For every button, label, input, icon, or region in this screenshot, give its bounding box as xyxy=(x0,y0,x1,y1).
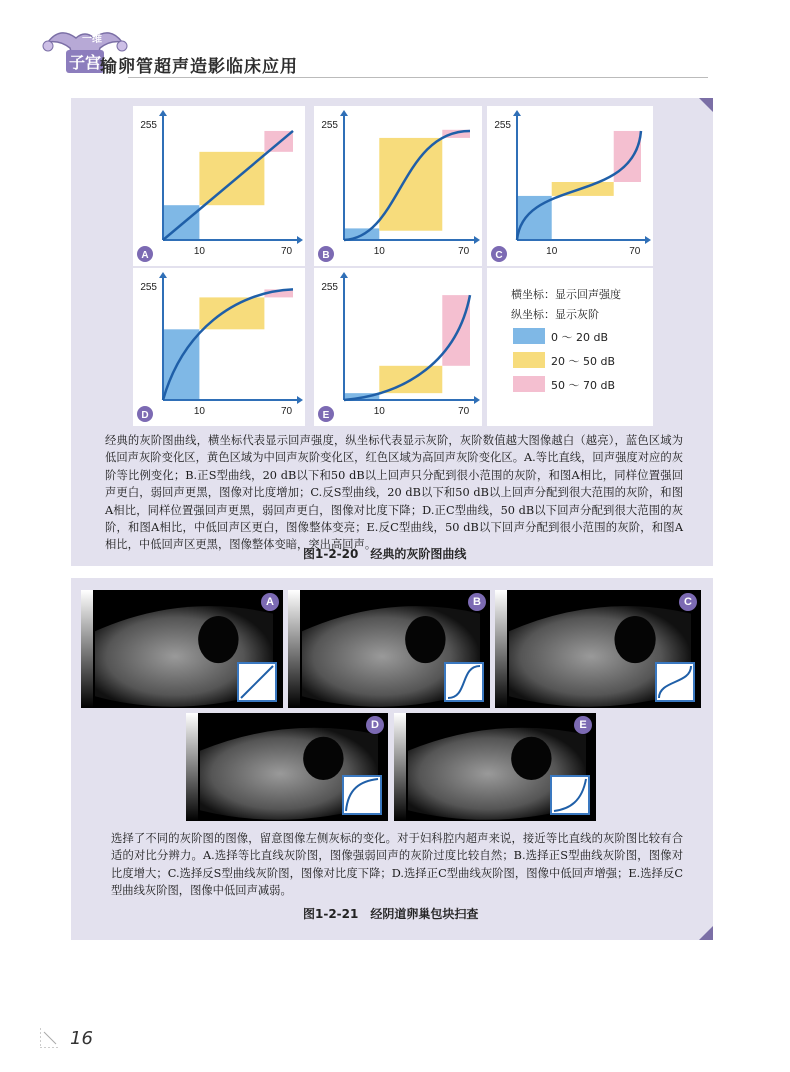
panel-label: A xyxy=(141,250,149,261)
image-label-e: E xyxy=(574,716,592,734)
zone-2 xyxy=(442,295,470,366)
panel-label: E xyxy=(322,410,330,421)
x-tick-label: 70 xyxy=(629,246,641,257)
grayscale-curve-panel-d xyxy=(133,268,305,426)
legend-label-blue: 0 ～ 20 dB xyxy=(551,331,609,344)
legend-swatch-blue xyxy=(513,328,545,344)
grayscale-curve xyxy=(163,131,293,240)
figure-1-caption: 经典的灰阶图曲线，横坐标代表显示回声强度，纵坐标代表显示灰阶，灰阶数值越大图像越白（越亮），蓝色区域为低回声灰阶变化区，黄色区域为中回声灰阶变化区，红色区域为高回声灰阶变化区。A.等比直线，回声强度对应的灰阶等比例变化；B.正S型曲线，20 dB以下和50 dB以上回声只分配到很小范围的灰阶，和图A相比，同样位置强回声更白，弱回声更黑，图像对比度增加；C.反S型曲线，20 dB以下和50 dB以上回声分配到很大范围的灰阶，和图A相比，同样位置强回声更黑，弱回声更白，图像对比度下降；D.正C型曲线，50 dB以下回声分配到很大范围的灰阶，和图A相比，中低回声区更白，图像整体变亮；E.反C型曲线，50 dB以下回声分配到很小范围的灰阶，和图A相比，中低回声区更黑，图像整体变暗，突出高回声。 xyxy=(105,434,683,552)
ultrasound-image-d xyxy=(186,713,388,821)
x-arrow-icon xyxy=(474,396,480,404)
figure-1-2-21 xyxy=(71,578,713,940)
book-title: 输卵管超声造影临床应用 xyxy=(100,57,298,77)
curve-thumbnail-icon xyxy=(550,775,590,815)
cyst-region xyxy=(303,737,343,780)
figure-1-2-20 xyxy=(71,98,713,566)
x-tick-label: 70 xyxy=(458,406,470,417)
curve-thumbnail-icon xyxy=(342,775,382,815)
cyst-region xyxy=(511,737,551,780)
x-tick-label: 70 xyxy=(280,406,293,417)
ultrasound-image-b xyxy=(288,590,490,708)
cyst-region xyxy=(405,616,445,663)
y-arrow-icon xyxy=(159,272,167,278)
corner-fold-icon xyxy=(699,98,713,112)
x-arrow-icon xyxy=(474,236,480,244)
legend-panel xyxy=(487,268,653,426)
grayscale-bar xyxy=(81,590,93,708)
image-label-d: D xyxy=(366,716,384,734)
panel-label: B xyxy=(322,250,330,261)
image-label-c: C xyxy=(679,593,697,611)
page-corner-icon xyxy=(40,1028,60,1048)
x-arrow-icon xyxy=(645,236,651,244)
curve-thumbnail-icon xyxy=(237,662,277,702)
x-tick-label: 10 xyxy=(546,246,558,257)
x-tick-label: 10 xyxy=(373,406,385,417)
y-tick-label: 255 xyxy=(140,282,157,293)
y-tick-label: 255 xyxy=(321,282,338,293)
figure-2-title: 图1-2-21 经阴道卵巢包块扫查 xyxy=(303,907,479,921)
legend-swatch-yellow xyxy=(513,352,545,368)
y-tick-label: 255 xyxy=(494,120,511,131)
x-arrow-icon xyxy=(297,236,303,244)
ultrasound-image-e xyxy=(394,713,596,821)
panel-label: C xyxy=(495,250,503,261)
panel-label: D xyxy=(141,410,149,421)
x-tick-label: 70 xyxy=(458,246,470,257)
grayscale-curve-panel-a xyxy=(133,106,305,266)
grayscale-bar xyxy=(394,713,406,821)
cyst-region xyxy=(198,616,238,663)
zone-1 xyxy=(379,138,442,231)
grayscale-curve-panel-e xyxy=(314,268,482,426)
legend-x-axis: 横坐标：显示回声强度 xyxy=(511,288,621,301)
x-tick-label: 10 xyxy=(373,246,385,257)
grayscale-bar xyxy=(288,590,300,708)
image-label-b: B xyxy=(468,593,486,611)
legend-y-axis: 纵坐标：显示灰阶 xyxy=(511,308,599,321)
curve-thumbnail-icon xyxy=(655,662,695,702)
legend-label-pink: 50 ～ 70 dB xyxy=(551,379,616,392)
corner-fold-icon xyxy=(699,926,713,940)
ultrasound-image-a xyxy=(81,590,283,708)
figure-2-caption: 选择了不同的灰阶图的图像，留意图像左侧灰标的变化。对于妇科腔内超声来说，接近等比直线的灰阶图比较有合适的对比分辨力。A.选择等比直线灰阶图，图像强弱回声的灰阶过度比较自然；B.选择正S型曲线灰阶图，图像对比度增大；C.选择反S型曲线灰阶图，图像对比度下降；D.选择正C型曲线灰阶图，图像中低回声增强；E.选择反C型曲线灰阶图，图像中低回声减弱。 xyxy=(111,832,683,898)
y-tick-label: 255 xyxy=(140,120,157,131)
legend-swatch-pink xyxy=(513,376,545,392)
legend-label-yellow: 20 ～ 50 dB xyxy=(551,355,616,368)
x-tick-label: 10 xyxy=(193,246,205,257)
image-label-a: A xyxy=(261,593,279,611)
y-tick-label: 255 xyxy=(321,120,338,131)
logo-text-top: 一维 xyxy=(82,34,102,45)
logo-text-main: 子宫 xyxy=(66,50,104,73)
y-arrow-icon xyxy=(513,110,521,116)
figure-1-title: 图1-2-20 经典的灰阶图曲线 xyxy=(303,547,467,561)
x-tick-label: 10 xyxy=(193,406,205,417)
curve-thumbnail-icon xyxy=(444,662,484,702)
page-number: 16 xyxy=(70,1028,93,1049)
zone-1 xyxy=(199,152,264,205)
y-arrow-icon xyxy=(340,272,348,278)
ultrasound-image-c xyxy=(495,590,701,708)
y-arrow-icon xyxy=(340,110,348,116)
page-header xyxy=(0,0,790,90)
grayscale-curve-panel-b xyxy=(314,106,482,266)
cyst-region xyxy=(614,616,655,663)
y-arrow-icon xyxy=(159,110,167,116)
x-tick-label: 70 xyxy=(280,246,293,257)
zone-2 xyxy=(614,131,641,182)
grayscale-curve-panel-c xyxy=(487,106,653,266)
grayscale-bar xyxy=(495,590,507,708)
x-arrow-icon xyxy=(297,396,303,404)
grayscale-bar xyxy=(186,713,198,821)
header-rule xyxy=(128,77,708,78)
